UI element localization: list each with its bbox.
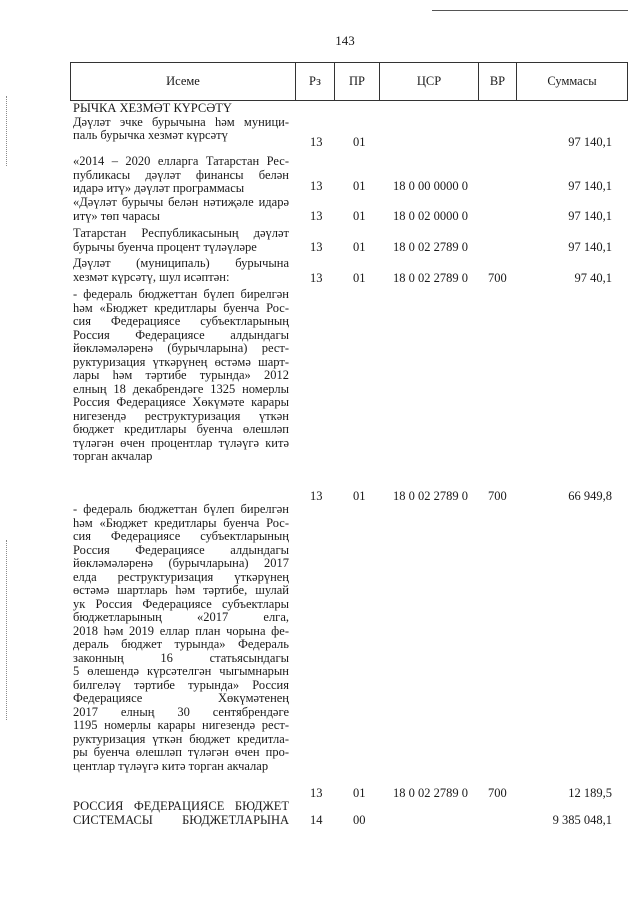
header-pr: ПР [335, 63, 380, 100]
row-name-line: елда реструктуризация үткәрүнең [73, 569, 289, 584]
row-sum: 66 949,8 [568, 489, 612, 503]
row-name-line: «2014 – 2020 елларга Татарстан Рес- [73, 154, 289, 168]
row-name-line: руктуризация үткән бюджет кредитла- [73, 731, 289, 746]
row-csr: 18 0 02 2789 0 [393, 271, 468, 285]
row-name-line: Федерациясе Хөкүмәтенең [73, 691, 289, 705]
row-name [73, 257, 289, 284]
scan-edge-mark [6, 96, 7, 166]
row-name-line: бурычы буенча процент түләүләре [73, 239, 257, 254]
row-name-line: 2017 елның 30 сентябрендәге [73, 704, 289, 719]
row-name [73, 102, 289, 143]
row-name-line: - федераль бюджеттан бүлеп бирелгән [73, 287, 289, 301]
row-name-line: публикасы дәүләт финансы белән [73, 167, 289, 182]
row-name [73, 196, 289, 223]
header-vr: ВР [479, 63, 517, 100]
row-name-line: өстәмә шартларь һәм тәртибе, шулай [73, 583, 289, 597]
row-csr: 18 0 02 2789 0 [393, 489, 468, 503]
row-pr: 01 [353, 786, 366, 800]
row-name-line: сия Федерациясе субъектларының [73, 529, 289, 543]
row-name-line: законның 16 статьясындагы [73, 650, 289, 665]
row-name-line: 2018 һәм 2019 еллар план чорына фе- [73, 623, 289, 638]
row-name-line: йөкләмәләренә (бурычларына) рест- [73, 341, 289, 355]
top-rule [432, 10, 628, 11]
header-csr: ЦСР [380, 63, 479, 100]
row-rz: 13 [310, 209, 323, 223]
row-name-line: дераль бюджет турында» Федераль [73, 637, 289, 651]
row-name-line: һәм «Бюджет кредитлары буенча Рос- [73, 300, 289, 315]
header-rz: Рз [296, 63, 335, 100]
row-name-line: Россия Федерациясе Хөкүмәте карары [73, 395, 289, 409]
row-name-line: билгеләү тәртибе турында» Россия [73, 677, 289, 692]
row-pr: 01 [353, 209, 366, 223]
row-name-line: РЫЧКА ХЕЗМӘТ КҮРСӘТҮ [73, 101, 232, 115]
row-name-line: Россия Федерациясе алдындагы [73, 542, 289, 557]
row-sum: 9 385 048,1 [552, 813, 612, 827]
row-name-line: бюджет кредитлары буенча өлешләп [73, 422, 289, 436]
row-name-line: һәм «Бюджет кредитлары буенча Рос- [73, 515, 289, 530]
row-vr: 700 [488, 489, 507, 503]
row-name-line: - федераль бюджеттан бүлеп бирелгән [73, 502, 289, 516]
row-name-line: бюджетларының «2017 елга, [73, 610, 289, 624]
row-name-line: руктуризация үткәрүнең өстәмә шарт- [73, 354, 289, 369]
row-csr: 18 0 02 2789 0 [393, 786, 468, 800]
row-pr: 01 [353, 135, 366, 149]
row-name-line: центлар түләүгә китә торган акчалар [73, 758, 269, 773]
row-pr: 01 [353, 271, 366, 285]
row-rz: 13 [310, 179, 323, 193]
row-rz: 13 [310, 489, 323, 503]
row-rz: 13 [310, 135, 323, 149]
row-rz: 13 [310, 240, 323, 254]
row-sum: 97 140,1 [568, 209, 612, 223]
row-name [73, 288, 289, 464]
row-name-line: нигезендә реструктуризация үткән [73, 408, 289, 423]
row-name-line: Дәүләт эчке бурычына һәм муници- [73, 114, 289, 129]
page-number: 143 [335, 33, 355, 48]
row-sum: 97 140,1 [568, 135, 612, 149]
row-sum: 12 189,5 [568, 786, 612, 800]
table-header [70, 62, 628, 101]
header-sum: Суммасы [517, 63, 628, 100]
row-name [73, 155, 289, 196]
row-name-line: 1195 номерлы карары нигезендә рест- [73, 718, 289, 732]
row-name-line: лары һәм тәртибе турында» 2012 [73, 368, 289, 382]
row-name [73, 227, 289, 254]
row-name-line: ры буенча өлешләп түләгән өчен про- [73, 745, 289, 759]
row-name [73, 503, 289, 773]
row-vr: 700 [488, 786, 507, 800]
row-csr: 18 0 02 2789 0 [393, 240, 468, 254]
row-name-line: СИСТЕМАСЫ БЮДЖЕТЛАРЫНА [73, 812, 289, 827]
scan-edge-mark [6, 540, 7, 720]
row-pr: 00 [353, 813, 366, 827]
row-csr: 18 0 00 0000 0 [393, 179, 468, 193]
row-name-line: идарә итү» дәүләт программасы [73, 181, 245, 195]
row-name-line: 5 өлешендә күрсәтелгән чыгымнарын [73, 664, 289, 678]
row-pr: 01 [353, 240, 366, 254]
row-name-line: елның 18 декабрендәге 1325 номерлы [73, 381, 289, 396]
row-name-line: «Дәүләт бурычы белән нәтиҗәле идарә [73, 195, 289, 209]
row-name-line: Россия Федерациясе алдындагы [73, 327, 289, 342]
row-name-line: Татарстан Республикасының дәүләт [73, 226, 289, 240]
row-name-line: хезмәт күрсәтү, шул исәптән: [73, 269, 230, 284]
row-vr: 700 [488, 271, 507, 285]
row-name-line: Дәүләт (муниципаль) бурычына [73, 256, 289, 270]
row-name-line: сия Федерациясе субъектларының [73, 314, 289, 328]
row-name-line: ук Россия Федерациясе субъектлары [73, 596, 289, 611]
row-name-line: түләгән өчен процентлар түләүгә китә [73, 435, 289, 450]
row-pr: 01 [353, 179, 366, 193]
row-csr: 18 0 02 0000 0 [393, 209, 468, 223]
row-rz: 14 [310, 813, 323, 827]
header-name: Исеме [71, 63, 296, 100]
row-name-line: йөкләмәләренә (бурычларына) 2017 [73, 556, 289, 570]
row-rz: 13 [310, 786, 323, 800]
row-name-line: паль бурычка хезмәт күрсәтү [73, 128, 228, 142]
row-sum: 97 40,1 [574, 271, 612, 285]
row-sum: 97 140,1 [568, 179, 612, 193]
row-sum: 97 140,1 [568, 240, 612, 254]
row-name-line: итү» төп чарасы [73, 208, 160, 223]
row-name-line: торган акчалар [73, 449, 153, 463]
row-pr: 01 [353, 489, 366, 503]
row-name-line: РОССИЯ ФЕДЕРАЦИЯСЕ БЮДЖЕТ [73, 799, 289, 813]
row-name [73, 800, 289, 827]
row-rz: 13 [310, 271, 323, 285]
